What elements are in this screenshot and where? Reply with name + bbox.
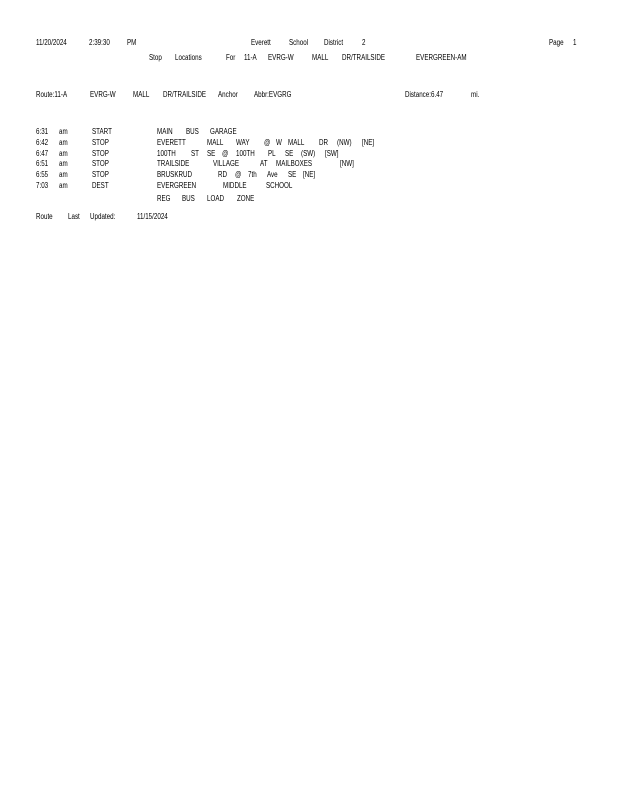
stop-time: 6:51 <box>36 159 49 168</box>
stop-location-word: DR <box>319 138 329 147</box>
footer-word: Route <box>36 212 53 221</box>
subtitle-word: Locations <box>175 53 202 62</box>
stop-location-word: @ <box>222 149 229 158</box>
stop-location-word: [NE] <box>362 138 375 147</box>
stop-location-word: (NW) <box>337 138 352 147</box>
stop-location-word: Ave <box>267 170 278 179</box>
stop-location-word: 100TH <box>236 149 255 158</box>
report-time: 2:39:30 <box>89 38 110 47</box>
subtitle-word: Stop <box>149 53 162 62</box>
page-label: Page <box>549 38 564 47</box>
stop-location-word: BRUSKRUD <box>157 170 193 179</box>
stop-location-word: 7th <box>248 170 257 179</box>
stop-location-word: REG <box>157 194 171 203</box>
stop-location-word: EVERGREEN <box>157 181 197 190</box>
anchor-label: Anchor <box>218 90 238 99</box>
route-word: MALL <box>133 90 150 99</box>
district-word: District <box>324 38 344 47</box>
subtitle-word: MALL <box>312 53 329 62</box>
stop-location-word: BUS <box>186 127 199 136</box>
stop-ampm: am <box>59 149 68 158</box>
stop-location-word: MALL <box>288 138 305 147</box>
stop-type: DEST <box>92 181 109 190</box>
stop-ampm: am <box>59 181 68 190</box>
stop-type: STOP <box>92 138 109 147</box>
stop-location-word: 100TH <box>157 149 176 158</box>
stop-location-word: SCHOOL <box>266 181 293 190</box>
subtitle-word: EVERGREEN-AM <box>416 53 467 62</box>
stop-type: START <box>92 127 112 136</box>
subtitle-word: 11-A <box>244 53 257 62</box>
footer-word: Last <box>68 212 80 221</box>
stop-ampm: am <box>59 127 68 136</box>
stop-location-word: EVERETT <box>157 138 186 147</box>
abbr-label: Abbr:EVGRG <box>254 90 292 99</box>
stop-time: 6:42 <box>36 138 49 147</box>
stop-location-word: [NW] <box>340 159 354 168</box>
page-number: 1 <box>573 38 577 47</box>
stop-location-word: GARAGE <box>210 127 237 136</box>
stop-location-word: LOAD <box>207 194 225 203</box>
district-word: Everett <box>251 38 271 47</box>
stop-type: STOP <box>92 170 109 179</box>
district-word: School <box>289 38 309 47</box>
stop-type: STOP <box>92 159 109 168</box>
route-word: DR/TRAILSIDE <box>163 90 206 99</box>
stop-location-word: ST <box>191 149 199 158</box>
stop-location-word: PL <box>268 149 276 158</box>
stop-location-word: @ <box>235 170 242 179</box>
subtitle-word: For <box>226 53 236 62</box>
report-ampm: PM <box>127 38 137 47</box>
stop-time: 6:31 <box>36 127 49 136</box>
stop-location-word: (SW) <box>301 149 316 158</box>
district-word: 2 <box>362 38 366 47</box>
stop-location-word: [SW] <box>325 149 339 158</box>
stop-location-word: [NE] <box>303 170 316 179</box>
route-word: EVRG-W <box>90 90 116 99</box>
footer-date: 11/15/2024 <box>137 212 168 221</box>
stop-ampm: am <box>59 170 68 179</box>
stop-ampm: am <box>59 138 68 147</box>
distance-unit: mi. <box>471 90 480 99</box>
stop-location-word: WAY <box>236 138 250 147</box>
stop-time: 6:47 <box>36 149 49 158</box>
stop-ampm: am <box>59 159 68 168</box>
stop-time: 6:55 <box>36 170 49 179</box>
stop-location-word: RD <box>218 170 228 179</box>
stop-location-word: SE <box>207 149 216 158</box>
stop-location-word: SE <box>288 170 297 179</box>
stop-time: 7:03 <box>36 181 49 190</box>
stop-location-word: VILLAGE <box>213 159 240 168</box>
stop-location-word: W <box>276 138 282 147</box>
stop-location-word: ZONE <box>237 194 255 203</box>
route-label: Route:11-A <box>36 90 68 99</box>
footer-word: Updated: <box>90 212 116 221</box>
stop-type: STOP <box>92 149 109 158</box>
stop-location-word: SE <box>285 149 294 158</box>
subtitle-word: DR/TRAILSIDE <box>342 53 385 62</box>
distance-label: Distance:6.47 <box>405 90 444 99</box>
stop-location-word: @ <box>264 138 271 147</box>
stop-location-word: MAILBOXES <box>276 159 313 168</box>
stop-location-word: MALL <box>207 138 224 147</box>
stop-location-word: AT <box>260 159 268 168</box>
report-date: 11/20/2024 <box>36 38 67 47</box>
stop-location-word: MIDDLE <box>223 181 247 190</box>
subtitle-word: EVRG-W <box>268 53 294 62</box>
stop-location-word: TRAILSIDE <box>157 159 190 168</box>
stop-location-word: BUS <box>182 194 195 203</box>
stop-location-word: MAIN <box>157 127 173 136</box>
